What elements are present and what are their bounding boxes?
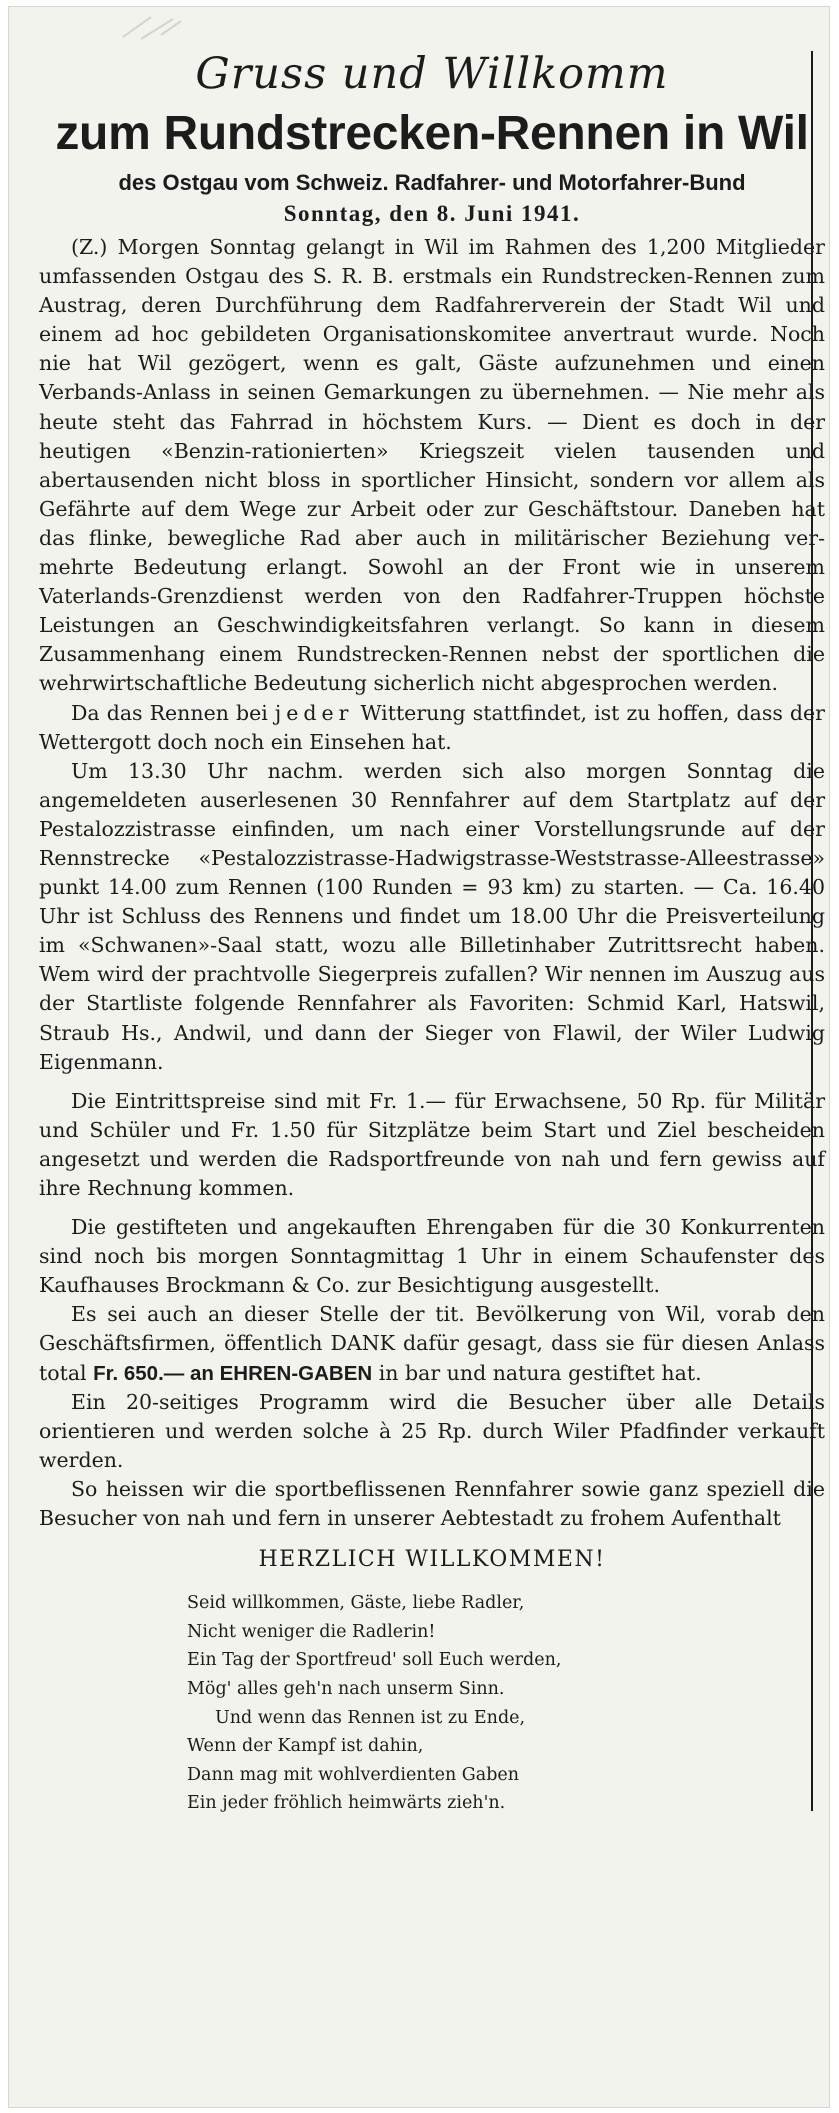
poem-line: Ein jeder fröhlich heimwärts zieh'n. — [187, 1793, 506, 1814]
paragraph-weather-end: Witterung stattfindet, ist zu hoffen, dass der Wettergott doch noch ein Einsehen hat. — [39, 700, 825, 754]
paragraph-intro: (Z.) Morgen Sonntag gelangt in Wil im Rahmen des 1,200 Mitglieder umfassenden Ostgau des S. R. B. erstmals ein Rundstrecken-Rennen zum Austrag, deren Durchführung dem Radfahrerverein der Stadt Wil und einem ad hoc gebildeten Organisationskomitee anvertraut wurde. Noch nie hat Wil gezögert, wenn es galt, Gäste aufzunehmen und einen Verbands-Anlass in seinen Gemarkungen zu übernehmen. — Nie mehr als heute steht das Fahrrad in höchstem Kurs. — Dient es doch in der heutigen «Benzin-rationierten» Kriegszeit vielen tausenden und abertausenden nicht bloss in sportlicher Hinsicht, sondern vor allem als Gefährte auf dem Wege zur Arbeit oder zur Geschäftstour. Daneben hat das flinke, bewegliche Rad aber auch in militärischer Beziehung vermehrte Bedeutung erlangt. Sowohl an der Front wie in unserem Vaterlands-Grenzdienst werden von den Radfahrer-Truppen höchste Leistungen an Geschwindigkeitsfahren verlangt. So kann in diesem Zusammenhang einem Rundstrecken-Rennen nebst der sportlichen die wehrwirtschaftliche Bedeutung sicherlich nicht abgesprochen werden. — [39, 235, 825, 696]
paragraph-thanks-start: Es sei auch an dieser Stelle der tit. Bevölkerung von Wil, vorab den Geschäftsfirmen, öffentlich DANK dafür gesagt, dass sie für diesen Anlass total — [39, 1302, 825, 1385]
poem-line: Nicht weniger die Radlerin! — [187, 1621, 436, 1642]
poem-line: Seid willkommen, Gäste, liebe Radler, — [187, 1593, 525, 1614]
paragraph-thanks — [39, 1300, 825, 1387]
headline-main: zum Rundstrecken-Rennen in Wil — [55, 107, 809, 160]
poem-line: Mög' alles geh'n nach unserm Sinn. — [187, 1678, 505, 1699]
paragraph-weather-start: Da das Rennen bei — [71, 700, 275, 725]
poem-line: Wenn der Kampf ist dahin, — [187, 1736, 424, 1757]
newspaper-clipping — [8, 6, 830, 2108]
welcome-poem — [39, 1589, 825, 1818]
article-body — [39, 233, 825, 1533]
date-line: Sonntag, den 8. Juni 1941. — [283, 201, 581, 226]
paragraph-program: Ein 20-seitiges Programm wird die Besucher über alle Details orientieren und werden solche à 25 Rp. durch Wiler Pfadfinder verkauft werden. — [39, 1389, 825, 1472]
subheadline: des Ostgau vom Schweiz. Radfahrer- und Motorfahrer-Bund — [118, 170, 746, 195]
paragraph-prices: Die Eintrittspreise sind mit Fr. 1.— für Erwachsene, 50 Rp. für Militär und Schüler und Fr. 1.50 für Sitzplätze beim Start und Ziel bescheiden angesetzt und werden die Radsportfreunde von nah und fern gewiss auf ihre Rechnung kommen. — [39, 1088, 825, 1200]
paragraph-prizes: Die gestifteten und angekauften Ehrengaben für die 30 Konkurrenten sind noch bis morgen Sonntagmittag 1 Uhr in einem Schaufenster des Kaufhauses Brockmann & Co. zur Besichtigung ausgestellt. — [39, 1215, 825, 1298]
article-column — [39, 35, 825, 1818]
paragraph-schedule: Um 13.30 Uhr nachm. werden sich also morgen Sonntag die angemeldeten auserlesenen 30 Rennfahrer auf dem Startplatz auf der Pestalozzistrasse einfinden, um nach einer Vorstellungsrunde auf der Rennstrecke «Pestalozzistrasse-Hadwigstrasse-Weststrasse-Alleestrasse» punkt 14.00 zum Rennen (100 Runden = 93 km) zu starten. — Ca. 16.40 Uhr ist Schluss des Rennens und findet um 18.00 Uhr die Preisverteilung im «Schwanen»-Saal statt, wozu alle Billetinhaber Zutrittsrecht haben. Wem wird der prachtvolle Siegerpreis zufallen? Wir nennen im Auszug aus der Startliste folgende Rennfahrer als Favoriten: Schmid Karl, Hatswil, Straub Hs., Andwil, und dann der Sieger von Flawil, der Wiler Ludwig Eigenmann. — [39, 758, 825, 1074]
poem-line: Ein Tag der Sportfreud' soll Euch werden, — [187, 1650, 562, 1671]
poem-line: Und wenn das Rennen ist zu Ende, — [215, 1707, 526, 1728]
paragraph-thanks-end: in bar und natura gestiftet hat. — [372, 1360, 702, 1385]
paragraph-closing: So heissen wir die sportbeflissenen Rennfahrer sowie ganz speziell die Besucher von nah und fern in unserer Aebtestadt zu frohem Aufenthalt — [39, 1476, 825, 1531]
paragraph-weather — [39, 699, 825, 757]
poem-line: Dann mag mit wohlverdienten Gaben — [187, 1764, 520, 1785]
spaced-word: jeder — [274, 700, 354, 725]
donation-amount: Fr. 650.— an EHREN-GABEN — [93, 1361, 373, 1385]
welcome-heading: HERZLICH WILLKOMMEN! — [258, 1547, 606, 1573]
headline-script: Gruss und Willkomm — [195, 49, 669, 99]
